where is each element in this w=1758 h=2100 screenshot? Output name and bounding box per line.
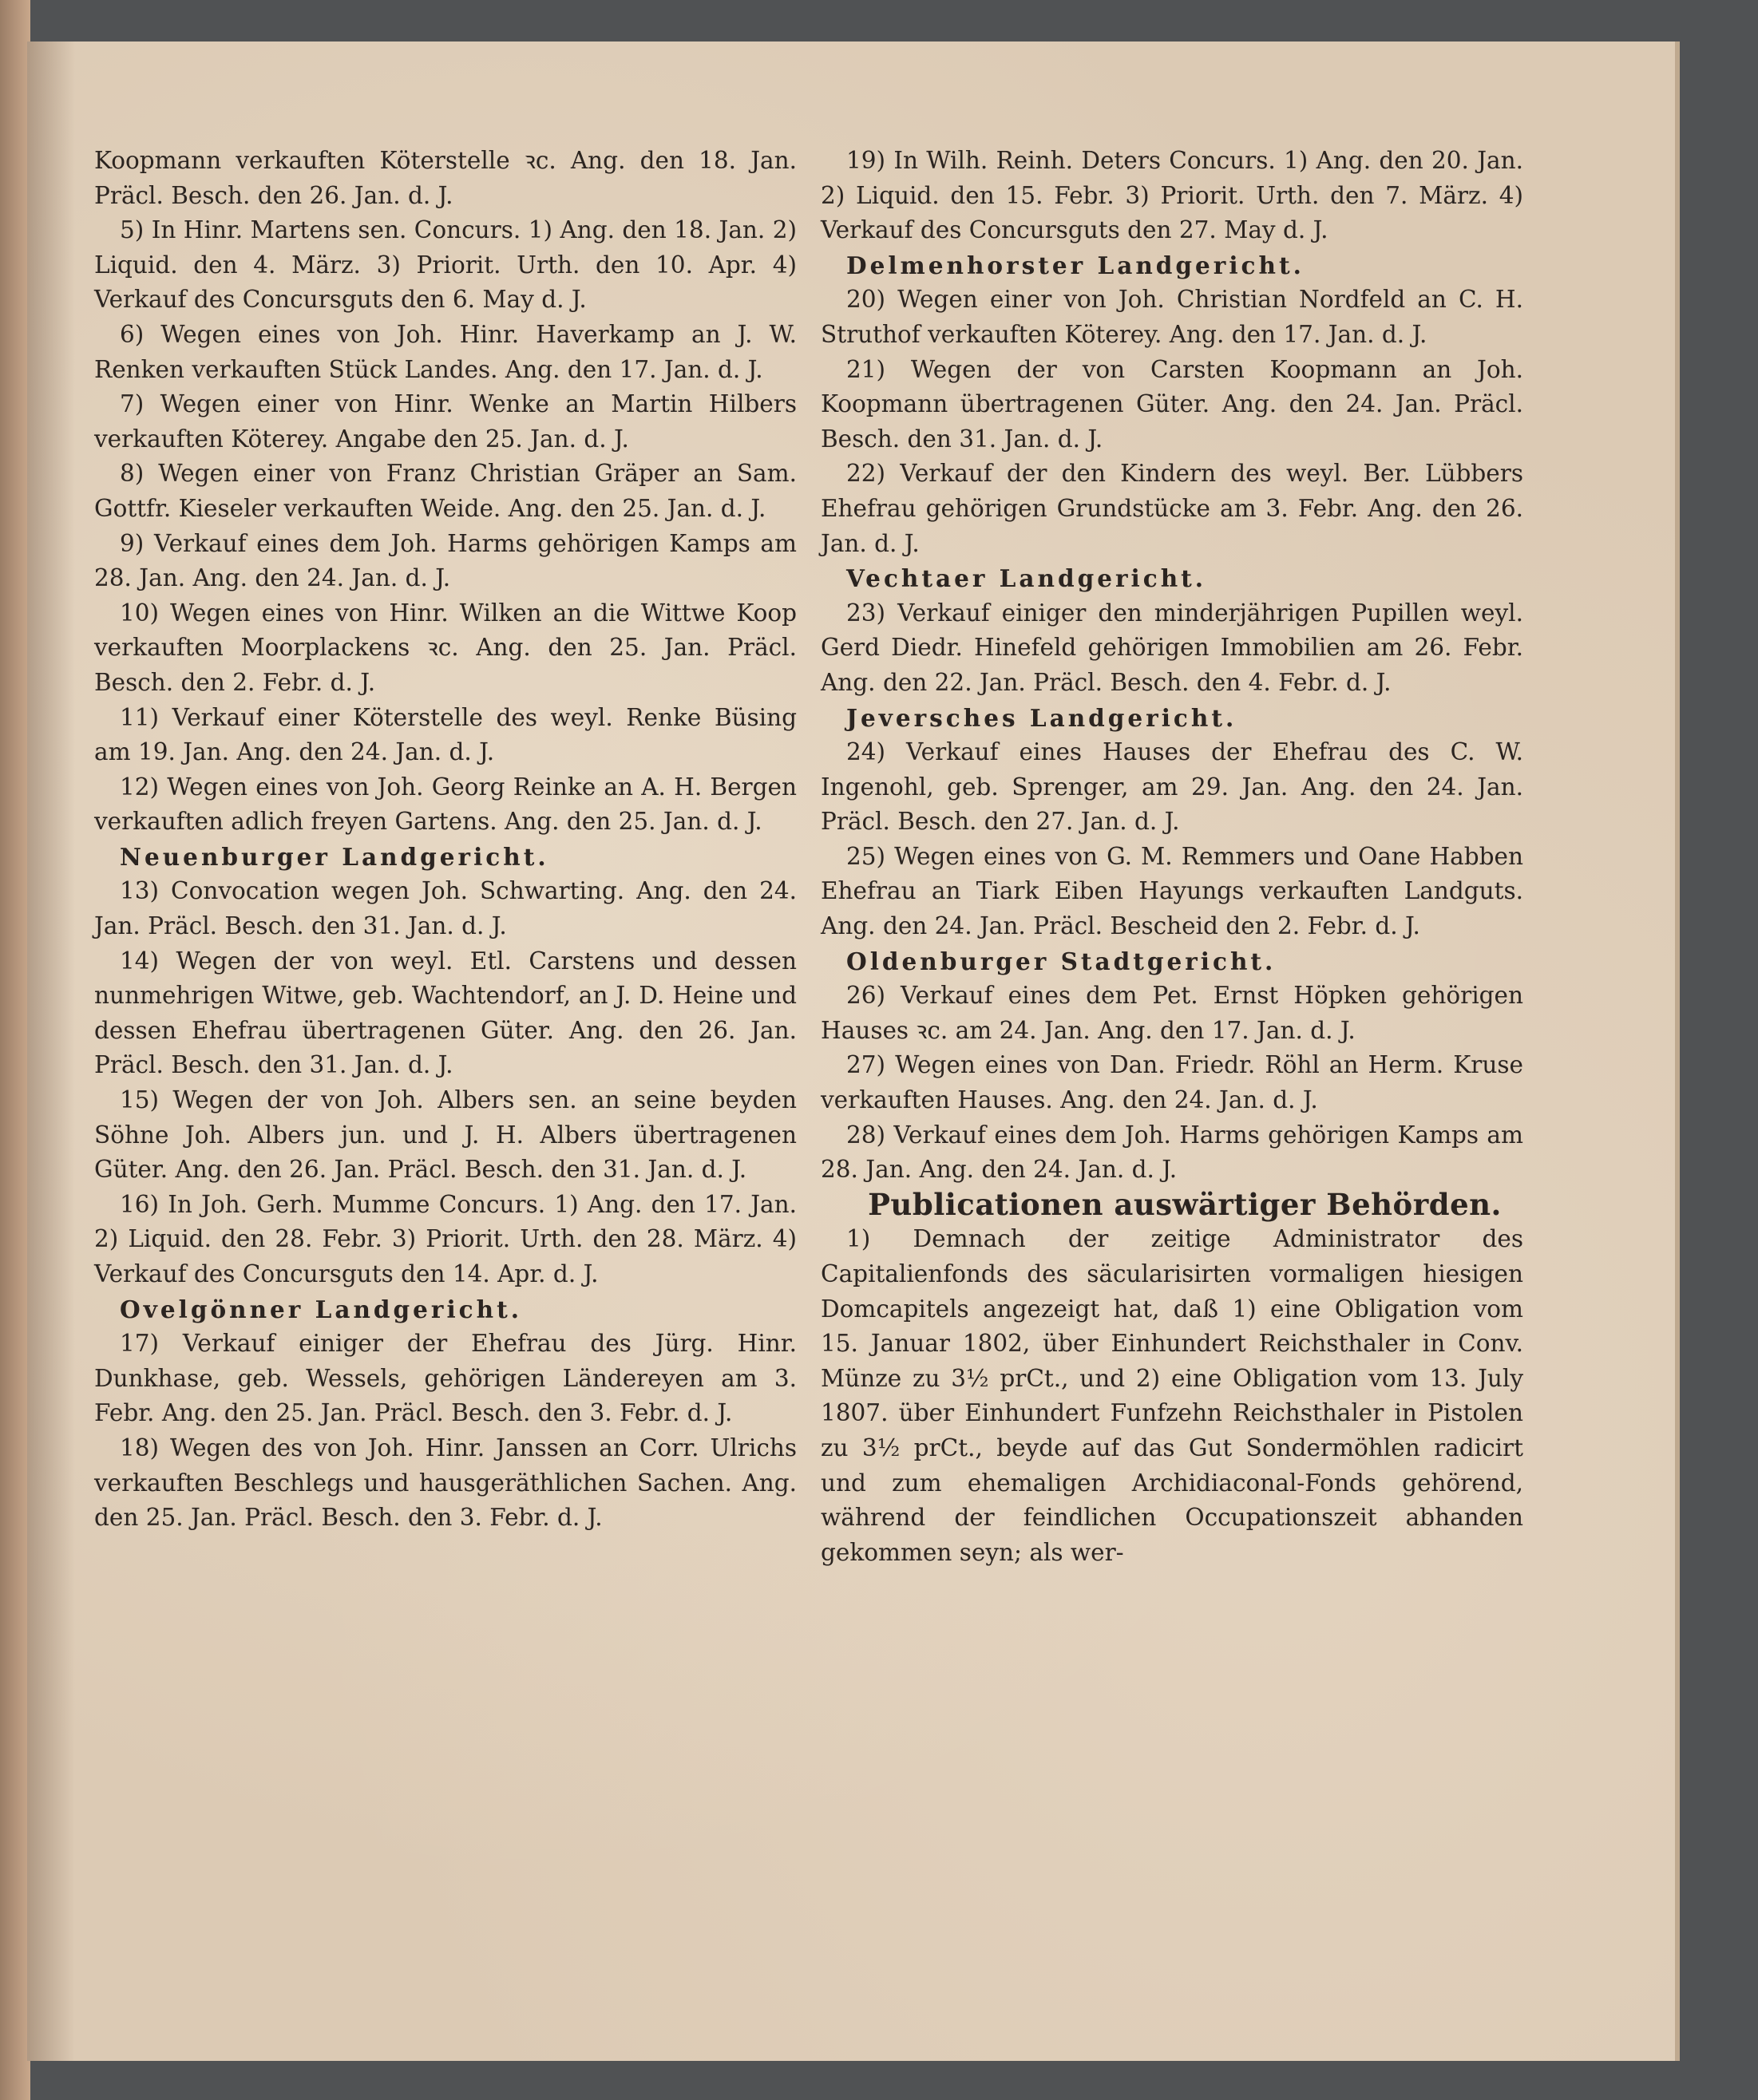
left-column bbox=[94, 144, 797, 1536]
entry-10: 10) Wegen eines von Hinr. Wilken an die Wittwe Koop verkauften Moorplackens ꝛc. Ang. den 25. Jan. Präcl. Besch. den 2. Febr. d. J. bbox=[94, 599, 797, 696]
section-heading-jever: Jeversches Landgericht. bbox=[846, 703, 1237, 732]
section-heading-neuenburg: Neuenburger Landgericht. bbox=[120, 842, 549, 871]
entry-5: 5) In Hinr. Martens sen. Concurs. 1) Ang. den 18. Jan. 2) Liquid. den 4. März. 3) Priorit. Urth. den 10. Apr. 4) Verkauf des Concursguts den 6. May d. J. bbox=[94, 216, 797, 314]
binding-gutter-shadow bbox=[27, 42, 75, 2061]
entry-11: 11) Verkauf einer Köterstelle des weyl. Renke Büsing am 19. Jan. Ang. den 24. Jan. d. J. bbox=[94, 703, 797, 766]
right-column bbox=[821, 144, 1523, 1570]
publications-heading: Publicationen auswärtiger Behörden. bbox=[868, 1186, 1502, 1222]
section-heading-vechta: Vechtaer Landgericht. bbox=[846, 564, 1207, 593]
entry-9: 9) Verkauf eines dem Joh. Harms gehörigen Kamps am 28. Jan. Ang. den 24. Jan. d. J. bbox=[94, 529, 797, 592]
publication-1: 1) Demnach der zeitige Administrator des Capitalienfonds des säcularisirten vormaligen hiesigen Domcapitels angezeigt hat, daß 1) eine Obligation vom 15. Januar 1802, über Einhundert Reichsthaler in Conv. Münze zu 3½ prCt., und 2) eine Obligation vom 13. July 1807. über Einhundert Funfzehn Reichsthaler in Pistolen zu 3½ prCt., beyde auf das Gut Sondermöhlen radicirt und zum ehemaligen Archidiaconal-Fonds gehörend, während der feindlichen Occupationszeit abhanden gekommen seyn; als wer- bbox=[821, 1225, 1523, 1566]
entry-22: 22) Verkauf der den Kindern des weyl. Ber. Lübbers Ehefrau gehörigen Grundstücke am 3. Febr. Ang. den 26. Jan. d. J. bbox=[821, 460, 1523, 557]
section-heading-delmenhorst: Delmenhorster Landgericht. bbox=[846, 251, 1305, 279]
entry-26: 26) Verkauf eines dem Pet. Ernst Höpken gehörigen Hauses ꝛc. am 24. Jan. Ang. den 17. Jan. d. J. bbox=[821, 982, 1523, 1044]
entry-23: 23) Verkauf einiger den minderjährigen Pupillen weyl. Gerd Diedr. Hinefeld gehörigen Immobilien am 26. Febr. Ang. den 22. Jan. Präcl. Besch. den 4. Febr. d. J. bbox=[821, 599, 1523, 696]
entry-8: 8) Wegen einer von Franz Christian Gräper an Sam. Gottfr. Kieseler verkauften Weide. Ang. den 25. Jan. d. J. bbox=[94, 460, 797, 522]
entry-27: 27) Wegen eines von Dan. Friedr. Röhl an Herm. Kruse verkauften Hauses. Ang. den 24. Jan. d. J. bbox=[821, 1051, 1523, 1114]
entry-21: 21) Wegen der von Carsten Koopmann an Joh. Koopmann übertragenen Güter. Ang. den 24. Jan. Präcl. Besch. den 31. Jan. d. J. bbox=[821, 355, 1523, 453]
entry-12: 12) Wegen eines von Joh. Georg Reinke an A. H. Bergen verkauften adlich freyen Gartens. Ang. den 25. Jan. d. J. bbox=[94, 773, 797, 836]
entry-25: 25) Wegen eines von G. M. Remmers und Oane Habben Ehefrau an Tiark Eiben Hayungs verkauften Landguts. Ang. den 24. Jan. Präcl. Bescheid den 2. Febr. d. J. bbox=[821, 842, 1523, 940]
entry-15: 15) Wegen der von Joh. Albers sen. an seine beyden Söhne Joh. Albers jun. und J. H. Albers übertragenen Güter. Ang. den 26. Jan. Präcl. Besch. den 31. Jan. d. J. bbox=[94, 1086, 797, 1184]
entry-17: 17) Verkauf einiger der Ehefrau des Jürg. Hinr. Dunkhase, geb. Wessels, gehörigen Ländereyen am 3. Febr. Ang. den 25. Jan. Präcl. Besch. den 3. Febr. d. J. bbox=[94, 1330, 797, 1427]
entry-18: 18) Wegen des von Joh. Hinr. Janssen an Corr. Ulrichs verkauften Beschlegs und hausgeräthlichen Sachen. Ang. den 25. Jan. Präcl. Besch. den 3. Febr. d. J. bbox=[94, 1434, 797, 1532]
entry-19: 19) In Wilh. Reinh. Deters Concurs. 1) Ang. den 20. Jan. 2) Liquid. den 15. Febr. 3) Priorit. Urth. den 7. März. 4) Verkauf des Concursguts den 27. May d. J. bbox=[821, 147, 1523, 244]
entry-20: 20) Wegen einer von Joh. Christian Nordfeld an C. H. Struthof verkauften Köterey. Ang. den 17. Jan. d. J. bbox=[821, 286, 1523, 348]
entry-13: 13) Convocation wegen Joh. Schwarting. Ang. den 24. Jan. Präcl. Besch. den 31. Jan. d. J. bbox=[94, 877, 797, 940]
entry-16: 16) In Joh. Gerh. Mumme Concurs. 1) Ang. den 17. Jan. 2) Liquid. den 28. Febr. 3) Priorit. Urth. den 28. März. 4) Verkauf des Concursguts den 14. Apr. d. J. bbox=[94, 1190, 797, 1287]
entry-continuation: Koopmann verkauften Köterstelle ꝛc. Ang. den 18. Jan. Präcl. Besch. den 26. Jan. d. J. bbox=[94, 147, 797, 209]
entry-7: 7) Wegen einer von Hinr. Wenke an Martin Hilbers verkauften Köterey. Angabe den 25. Jan. d. J. bbox=[94, 390, 797, 453]
entry-24: 24) Verkauf eines Hauses der Ehefrau des C. W. Ingenohl, geb. Sprenger, am 29. Jan. Ang. den 24. Jan. Präcl. Besch. den 27. Jan. d. J. bbox=[821, 738, 1523, 836]
section-heading-oldenburg: Oldenburger Stadtgericht. bbox=[846, 947, 1277, 975]
entry-6: 6) Wegen eines von Joh. Hinr. Haverkamp an J. W. Renken verkauften Stück Landes. Ang. den 17. Jan. d. J. bbox=[94, 320, 797, 383]
section-heading-ovelgoenne: Ovelgönner Landgericht. bbox=[120, 1295, 522, 1323]
previous-page-edge bbox=[0, 0, 30, 2100]
entry-28: 28) Verkauf eines dem Joh. Harms gehörigen Kamps am 28. Jan. Ang. den 24. Jan. d. J. bbox=[821, 1121, 1523, 1184]
entry-14: 14) Wegen der von weyl. Etl. Carstens und dessen nunmehrigen Witwe, geb. Wachtendorf, an J. D. Heine und dessen Ehefrau übertragenen Güter. Ang. den 26. Jan. Präcl. Besch. den 31. Jan. d. J. bbox=[94, 947, 797, 1079]
